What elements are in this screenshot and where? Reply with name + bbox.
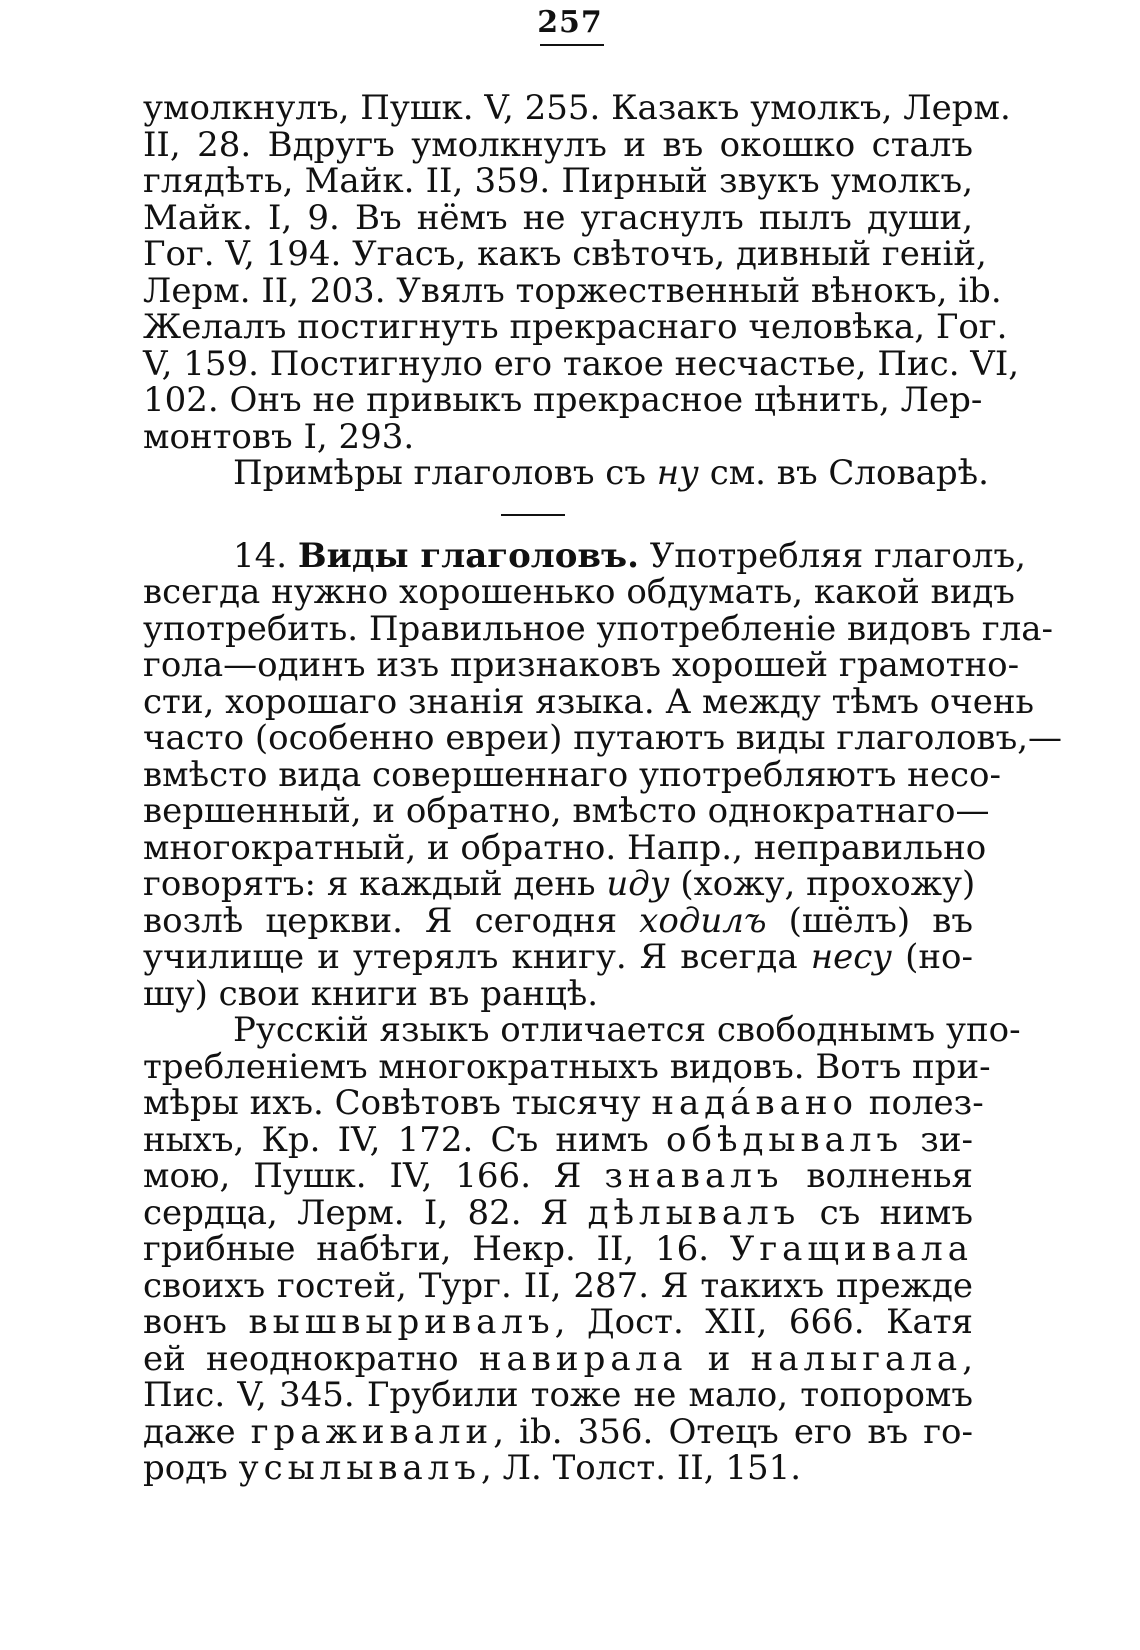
example-line (143, 864, 976, 904)
text-line: II, 28. Вдругъ умолкнулъ и въ окошко сталъ (143, 124, 973, 165)
text-line: V, 159. Постигнуло его такое несчастье, Пис. VI, (143, 343, 1020, 384)
text-line: Желалъ постигнуть прекраснаго человѣка, Гог. (143, 307, 1008, 347)
example-text: даже (143, 1411, 251, 1452)
example-text: волненья (783, 1156, 973, 1196)
spaced-verb: знавалъ (604, 1156, 784, 1196)
example-italic-word: иду (606, 864, 670, 904)
text-line: гола—одинъ изъ признаковъ хорошей грамотно- (143, 645, 1020, 685)
example-line (143, 1338, 973, 1379)
example-line (143, 900, 973, 941)
section-heading: Виды глаголовъ. (297, 535, 639, 576)
text-line: Лерм. II, 203. Увялъ торжественный вѣнокъ, ib. (143, 270, 1002, 311)
example-line (143, 1192, 973, 1233)
text-line: многократный, и обратно. Напр., неправильно (143, 827, 987, 868)
example-line (143, 1304, 973, 1341)
example-text: полез- (858, 1083, 984, 1123)
text-line: употребить. Правильное употребленіе видовъ гла- (143, 608, 1053, 649)
example-line (143, 1083, 984, 1123)
text-line: Майк. I, 9. Въ нёмъ не угаснулъ пылъ души, (143, 197, 973, 238)
example-text: ей неоднократно (143, 1338, 479, 1379)
see-also-after: см. въ Словарѣ. (698, 453, 989, 493)
text-line: требленіемъ многократныхъ видовъ. Вотъ при- (143, 1046, 991, 1087)
see-also-note (143, 453, 989, 493)
example-line (143, 1231, 973, 1268)
spaced-verb: вышвыривалъ (248, 1302, 555, 1342)
example-italic-word: несу (810, 937, 892, 977)
text-line: часто (особенно евреи) путаютъ виды глаголовъ,— (143, 718, 1063, 758)
example-text: говорятъ: я каждый день (143, 864, 607, 904)
text-line: вершенный, и обратно, вмѣсто однократнаго— (143, 791, 990, 831)
example-text: (шёлъ) въ (766, 900, 973, 941)
example-text: сердца, Лерм. I, 82. Я (143, 1192, 588, 1233)
text-line: сти, хорошаго знанія языка. А между тѣмъ очень (143, 681, 1035, 722)
spaced-verb: усылывалъ (238, 1448, 482, 1488)
example-text: вонъ (143, 1302, 249, 1342)
example-line (143, 1411, 973, 1452)
example-italic-word: ходилъ (639, 900, 767, 941)
example-text: и (687, 1338, 751, 1379)
example-text: , Дост. XII, 666. Катя (554, 1302, 974, 1342)
spaced-verb: налыгала (750, 1338, 963, 1379)
paragraph-frequentative (143, 1010, 1021, 1488)
section-heading-rest: Употребляя глаголъ, (638, 535, 1026, 576)
text-line: умолкнулъ, Пушк. V, 255. Казакъ умолкъ, Лерм. (143, 88, 1011, 128)
section-divider (501, 514, 565, 516)
example-text: грибные набѣги, Некр. II, 16. (143, 1229, 730, 1269)
text-line: глядѣть, Майк. II, 359. Пирный звукъ умолкъ, (143, 161, 973, 201)
page-text (143, 88, 1063, 1488)
text-line: 102. Онъ не привыкъ прекрасное цѣнить, Лер- (143, 380, 983, 420)
spaced-verb: навирала (478, 1338, 688, 1379)
example-text: зи- (903, 1119, 973, 1160)
spaced-verb: граживали (250, 1411, 494, 1452)
example-line (143, 1119, 973, 1160)
example-text: мою, Пушк. IV, 166. Я (143, 1156, 605, 1196)
see-also-before: Примѣры глаголовъ съ (233, 453, 657, 493)
example-text: возлѣ церкви. Я сегодня (143, 900, 640, 941)
spaced-verb: дѣлывалъ (587, 1192, 801, 1233)
example-line (143, 939, 973, 976)
example-text: съ нимъ (800, 1192, 973, 1233)
example-text: , ib. 356. Отецъ его въ го- (493, 1411, 973, 1452)
text-line: своихъ гостей, Тург. II, 287. Я такихъ прежде (143, 1265, 973, 1306)
example-text: ныхъ, Кр. IV, 172. Съ нимъ (143, 1119, 666, 1160)
text-line: Гог. V, 194. Угасъ, какъ свѣточъ, дивный геній, (143, 234, 987, 274)
text-line: Русскій языкъ отличается свободнымъ упо- (233, 1010, 1021, 1050)
section-heading-line (143, 535, 1026, 576)
spaced-verb: надáвано (651, 1083, 858, 1123)
example-text: (хожу, прохожу) (669, 864, 976, 904)
page-number-rule (540, 44, 604, 46)
example-text: мѣры ихъ. Совѣтовъ тысячу (143, 1083, 652, 1123)
text-line: шу) свои книги въ ранцѣ. (143, 973, 599, 1014)
spaced-verb: обѣдывалъ (666, 1119, 904, 1160)
example-text: , Л. Толст. II, 151. (481, 1448, 802, 1488)
see-also-suffix: ну (656, 453, 699, 493)
example-text: (но- (892, 937, 973, 977)
page-number: 257 (537, 5, 603, 40)
section-number: 14. (233, 535, 288, 576)
section-14 (143, 535, 1063, 1014)
example-text: , (962, 1338, 973, 1379)
text-line: всегда нужно хорошенько обдумать, какой видъ (143, 572, 1015, 612)
example-text: училище и утерялъ книгу. Я всегда (143, 937, 811, 977)
example-line (143, 1450, 973, 1487)
example-line (143, 1158, 973, 1195)
text-line: Пис. V, 345. Грубили тоже не мало, топоромъ (143, 1375, 973, 1415)
text-line: вмѣсто вида совершеннаго употребляютъ несо- (143, 754, 1001, 795)
text-line: монтовъ I, 293. (143, 416, 415, 457)
paragraph-examples-1 (143, 88, 1020, 457)
spaced-verb: Угащивала (729, 1229, 973, 1269)
example-text: родъ (143, 1448, 239, 1488)
